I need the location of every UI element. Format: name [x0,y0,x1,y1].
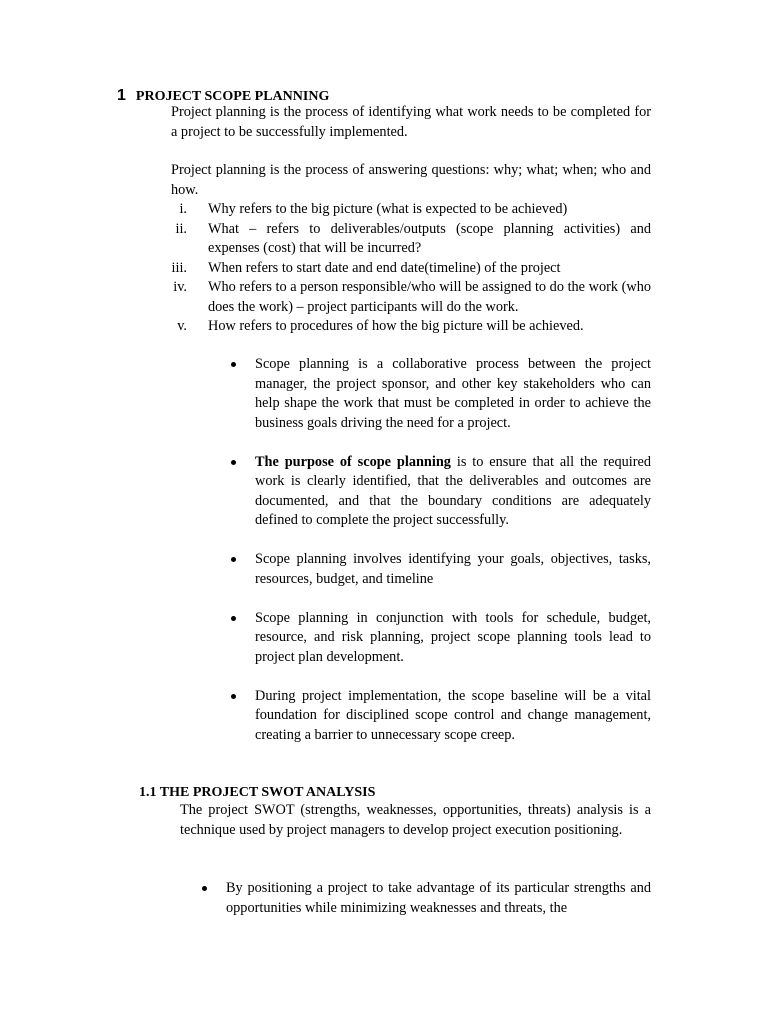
item-text: When refers to start date and end date(timeline) of the project [208,259,561,276]
item-number: ii. [175,220,187,237]
swot-bullets [202,879,651,918]
item-number: iv. [173,279,187,295]
scope-planning-bullets [231,355,651,765]
item-number: iii. [171,259,187,276]
paragraph-swot-definition: The project SWOT (strengths, weaknesses, opportunities, threats) analysis is a technique used by project managers to develop project execution positioning. [180,802,651,838]
bullet-item: Scope planning involves identifying your goals, objectives, tasks, resources, budget, and timeline [231,550,651,589]
bullet-item: The purpose of scope planning is to ensure that all the required work is clearly identified, that the deliverables and outcomes are documented, and that the boundary conditions are adequately defined to complete the project successfully. [231,453,651,531]
paragraph-project-planning-definition: Project planning is the process of identifying what work needs to be completed for a project to be successfully implemented. [171,104,651,140]
item-number: v. [177,318,187,334]
bullet-item: During project implementation, the scope baseline will be a vital foundation for disciplined scope control and change management, creating a barrier to unnecessary scope creep. [231,687,651,746]
list-item [171,200,651,220]
item-number: i. [179,201,187,217]
list-item [171,259,651,279]
bold-phrase: The purpose of scope planning [255,453,451,470]
section-number: 1 [117,87,126,104]
item-text: How refers to procedures of how the big picture will be achieved. [208,318,584,334]
bullet-item: Scope planning in conjunction with tools for schedule, budget, resource, and risk planning, project scope planning tools lead to project plan development. [231,609,651,668]
item-text: Who refers to a person responsible/who will be assigned to do the work (who does the work) – project participants will do the work. [208,279,651,315]
subsection-heading: 1.1 THE PROJECT SWOT ANALYSIS [139,785,376,800]
list-item [171,317,651,337]
paragraph-planning-questions: Project planning is the process of answering questions: why; what; when; who and how. [171,162,651,198]
list-item [171,278,651,317]
questions-list [171,200,651,337]
bullet-item: Scope planning is a collaborative process between the project manager, the project sponsor, and other key stakeholders who can help shape the work that must be completed in order to achieve the business goals driving the need for a project. [231,355,651,433]
section-title: PROJECT SCOPE PLANNING [135,89,330,104]
item-text: What – refers to deliverables/outputs (scope planning activities) and expenses (cost) that will be incurred? [208,220,651,256]
item-text: Why refers to the big picture (what is expected to be achieved) [208,201,568,217]
bullet-item: By positioning a project to take advantage of its particular strengths and opportunities while minimizing weaknesses and threats, the [202,879,651,918]
list-item [171,220,651,259]
